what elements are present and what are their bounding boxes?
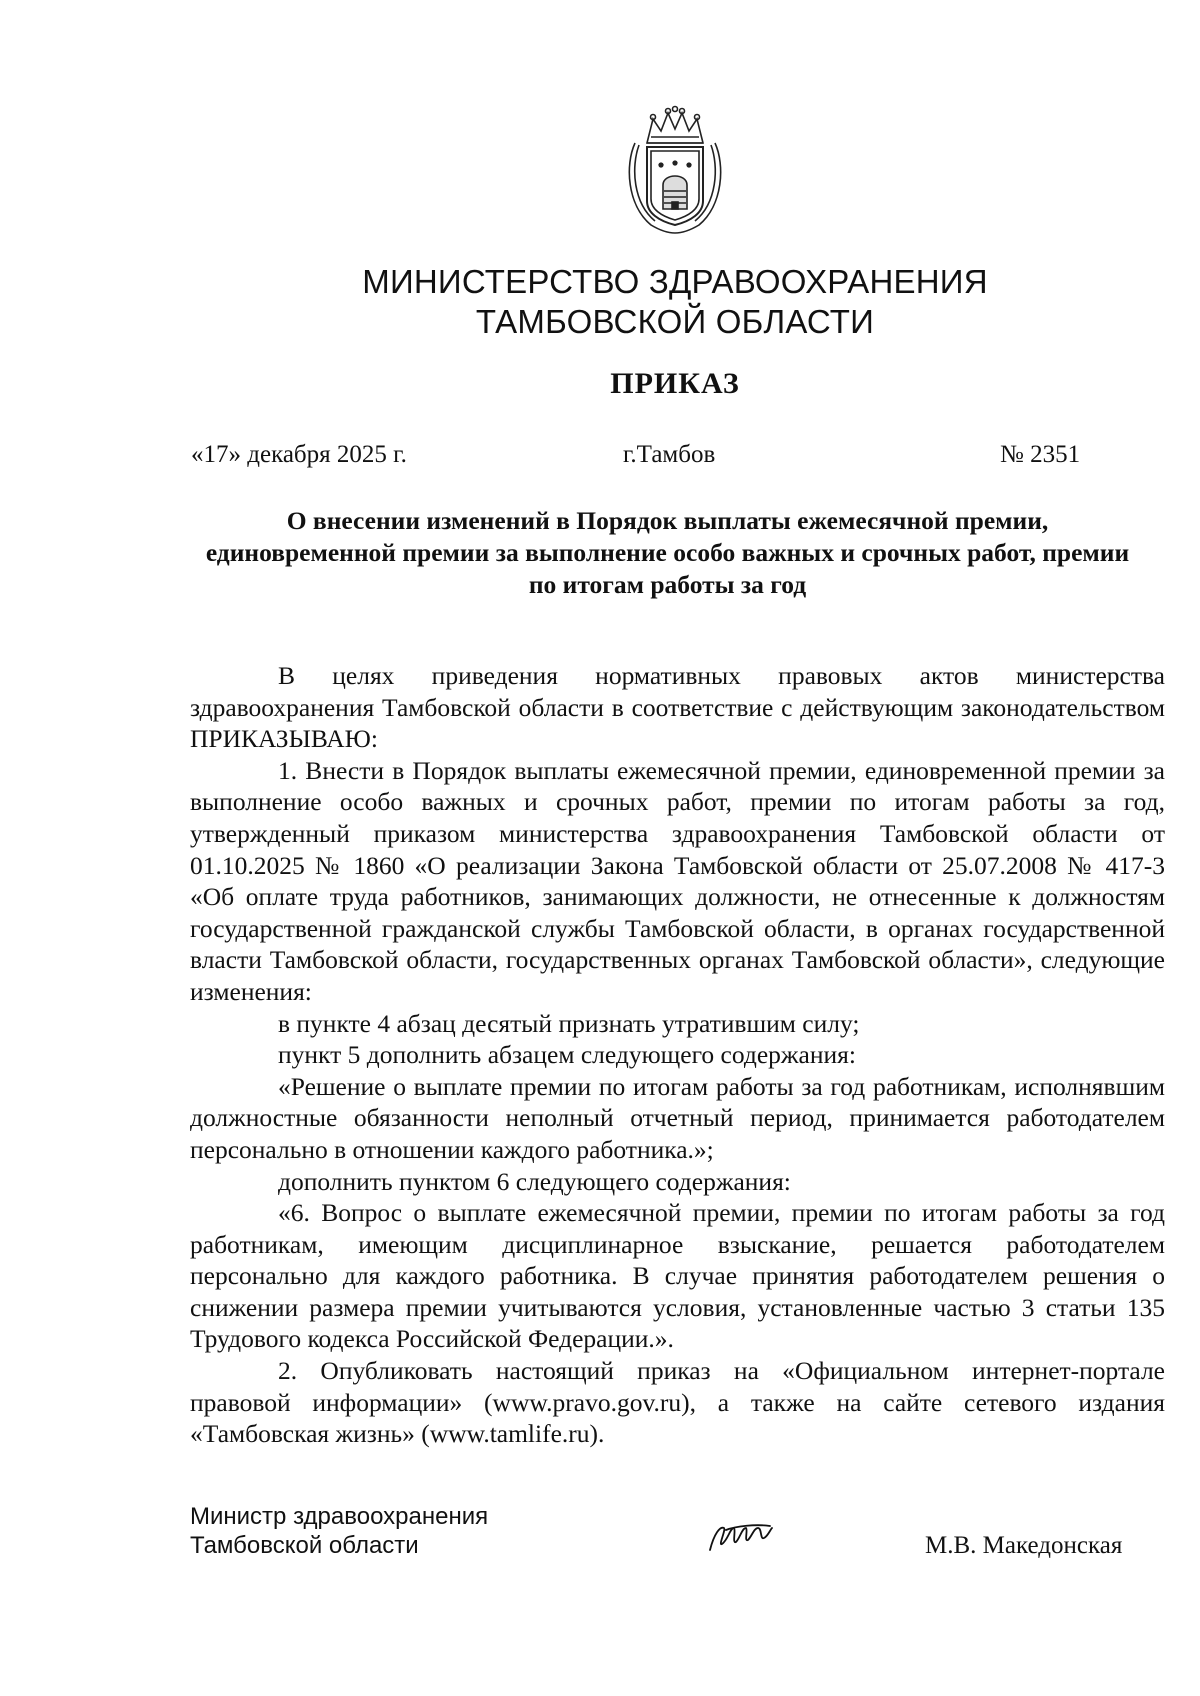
handwritten-signature-icon	[706, 1520, 776, 1556]
signer-position-line2: Тамбовской области	[190, 1532, 419, 1559]
paragraph-clause-5: пункт 5 дополнить абзацем следующего содержания:	[278, 1040, 856, 1070]
ministry-name-line2: ТАМБОВСКОЙ ОБЛАСТИ	[475, 303, 875, 340]
document-city: г.Тамбов	[623, 441, 716, 468]
document-date: «17» декабря 2025 г.	[191, 441, 407, 468]
signer-position-line1: Министр здравоохранения	[190, 1503, 489, 1530]
signer-name: М.В. Македонская	[925, 1532, 1123, 1559]
paragraph-item-1: 1. Внести в Порядок выплаты ежемесячной премии, единовременной премии за выполнение особо важных и срочных работ, премии по итогам работы за год, утвержденный приказом министерства здравоохранения Тамбовской области от 01.10.2025 № 1860 «О реализации Закона Тамбовской области от 25.07.2008 № 417-3 «Об оплате труда работников, занимающих должности, не отнесенные к должностям государственной гражданской службы Тамбовской области, в органах государственной власти Тамбовской области, государственных органах Тамбовской области», следующие изменения:	[190, 755, 1165, 1006]
paragraph-clause-4: в пункте 4 абзац десятый признать утратившим силу;	[278, 1008, 860, 1038]
paragraph-clause-6: дополнить пунктом 6 следующего содержания:	[278, 1166, 791, 1196]
document-body	[190, 660, 1165, 1450]
paragraph-clause-6-text: «6. Вопрос о выплате ежемесячной премии, премии по итогам работы за год работникам, имеющим дисциплинарное взыскание, решается работодателем персонально для каждого работника. В случае принятия работодателем решения о снижении размера премии учитываются условия, установленные частью 3 статьи 135 Трудового кодекса Российской Федерации.».	[190, 1198, 1165, 1354]
paragraph-clause-5-text: «Решение о выплате премии по итогам работы за год работникам, исполнявшим должностные обязанности неполный отчетный период, принимается работодателем персонально в отношении каждого работника.»;	[190, 1071, 1165, 1164]
ministry-name	[330, 262, 1020, 342]
document-title: О внесении изменений в Порядок выплаты ежемесячной премии, единовременной премии за выполнение особо важных и срочных работ, премии по итогам работы за год	[205, 506, 1130, 599]
document-number: № 2351	[1000, 441, 1081, 468]
signer-position	[190, 1502, 488, 1560]
paragraph-preamble: В целях приведения нормативных правовых актов министерства здравоохранения Тамбовской области в соответствие с действующим законодательством ПРИКАЗЫВАЮ:	[190, 661, 1165, 754]
coat-of-arms-icon	[621, 105, 729, 235]
document-type: ПРИКАЗ	[610, 367, 740, 400]
ministry-name-line1: МИНИСТЕРСТВО ЗДРАВООХРАНЕНИЯ	[362, 263, 988, 300]
paragraph-item-2: 2. Опубликовать настоящий приказ на «Официальном интернет-портале правовой информации» (www.pravo.gov.ru), а также на сайте сетевого издания «Тамбовская жизнь» (www.tamlife.ru).	[190, 1356, 1165, 1449]
